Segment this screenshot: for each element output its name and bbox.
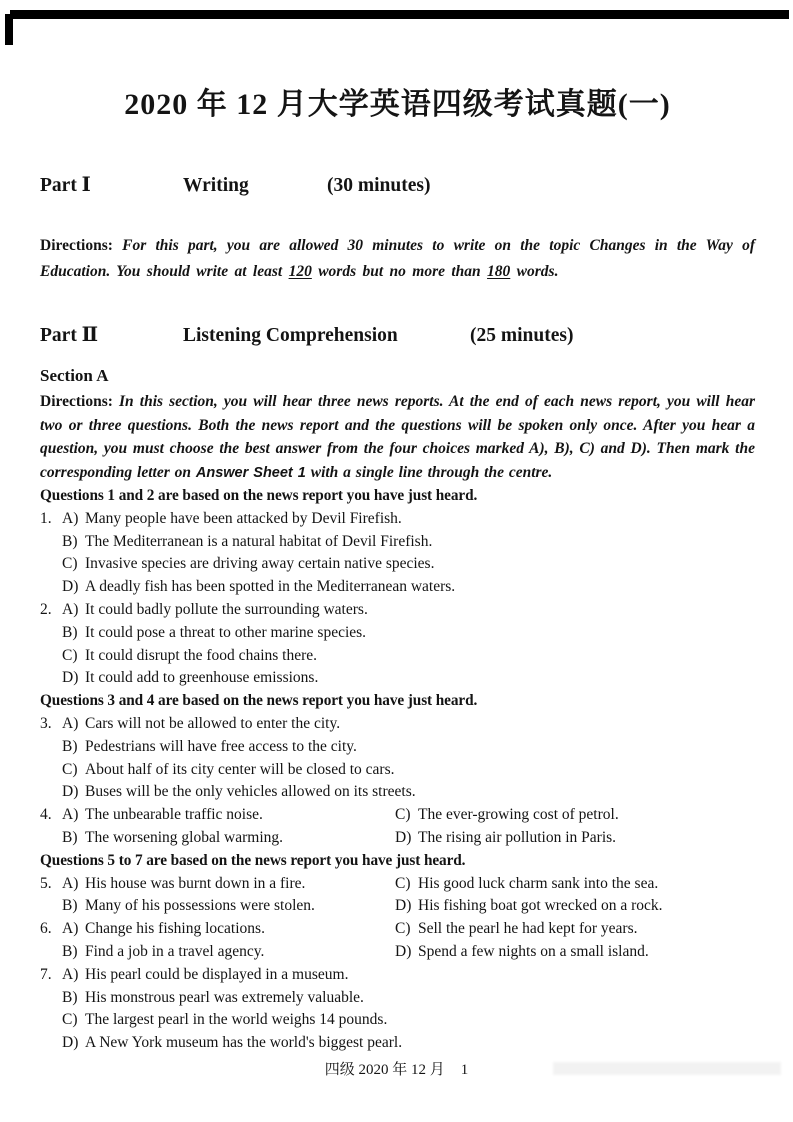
option-label: D): [62, 1034, 79, 1052]
option-label: B): [62, 737, 78, 755]
option-label: D): [395, 942, 412, 960]
directions-label: Directions:: [40, 237, 113, 254]
question-row: [40, 736, 755, 759]
option-label: B): [62, 897, 78, 915]
directions-text: words.: [510, 263, 559, 280]
option-label: C): [62, 760, 78, 778]
footer-text: 四级 2020 年 12 月: [324, 1062, 445, 1078]
question-row: [40, 599, 755, 622]
option-text: Spend a few nights on a small island.: [418, 942, 649, 960]
question-number: 5.: [40, 874, 52, 892]
option-text: A New York museum has the world's biggest pearl.: [85, 1034, 403, 1052]
option-label: B): [62, 623, 78, 641]
option-label: A): [62, 806, 79, 824]
option-text: Many of his possessions were stolen.: [85, 897, 315, 915]
question-row: [40, 531, 755, 554]
option-text: Change his fishing locations.: [85, 920, 265, 938]
option-label: D): [62, 783, 79, 801]
question-row: [40, 759, 755, 782]
option-text: It could add to greenhouse emissions.: [85, 669, 319, 687]
option-label: C): [395, 806, 411, 824]
question-group-heading: Questions 3 and 4 are based on the news report you have just heard.: [40, 692, 478, 710]
scan-artifact-left-bar: [5, 14, 13, 45]
option-text: His monstrous pearl was extremely valuable.: [85, 988, 364, 1006]
min-words: 120: [288, 263, 312, 280]
option-text: Invasive species are driving away certain native species.: [85, 555, 435, 573]
question-group-heading: Questions 5 to 7 are based on the news report you have just heard.: [40, 851, 466, 869]
scan-artifact-top-bar: [10, 10, 789, 19]
option-label: A): [62, 600, 79, 618]
directions-text: words but no more than: [311, 263, 488, 280]
question-row: [40, 622, 755, 645]
part1-directions: [40, 233, 755, 285]
option-text: The worsening global warming.: [85, 828, 284, 846]
question-row: [40, 1009, 755, 1032]
answer-sheet-ref: Answer Sheet 1: [195, 464, 306, 481]
option-text: Sell the pearl he had kept for years.: [418, 920, 638, 938]
question-row: [40, 873, 755, 896]
question-row: [40, 553, 755, 576]
question-number: 2.: [40, 600, 52, 618]
question-row: [40, 508, 755, 531]
question-row: [40, 987, 755, 1010]
option-label: B): [62, 942, 78, 960]
question-number: 3.: [40, 714, 52, 732]
question-list: [40, 485, 755, 1055]
option-text: His fishing boat got wrecked on a rock.: [418, 897, 663, 915]
option-label: A): [62, 874, 79, 892]
question-row: [40, 645, 755, 668]
option-label: D): [62, 578, 79, 596]
question-row: [40, 941, 755, 964]
option-text: Cars will not be allowed to enter the city.: [85, 714, 341, 732]
option-label: A): [62, 509, 79, 527]
option-text: It could pose a threat to other marine species.: [85, 623, 367, 641]
question-number: 7.: [40, 965, 52, 983]
section-a-directions: [40, 390, 755, 485]
part1-name: Writing: [183, 175, 249, 196]
option-label: B): [62, 532, 78, 550]
option-label: D): [395, 828, 412, 846]
directions-text: with a single line through the centre.: [305, 463, 553, 481]
option-label: B): [62, 988, 78, 1006]
essay-topic: Changes in the Way of Education: [40, 237, 755, 280]
option-label: A): [62, 920, 79, 938]
directions-text: . You should write at least: [106, 263, 289, 280]
option-text: His good luck charm sank into the sea.: [418, 874, 659, 892]
option-label: D): [62, 669, 79, 687]
question-group-heading: Questions 1 and 2 are based on the news report you have just heard.: [40, 487, 478, 504]
option-label: C): [395, 920, 411, 938]
part1-label: Part Ⅰ: [40, 175, 91, 196]
question-row: [40, 1032, 755, 1055]
option-label: C): [62, 555, 78, 573]
option-text: Pedestrians will have free access to the city.: [85, 737, 357, 755]
option-text: The largest pearl in the world weighs 14 pounds.: [85, 1011, 388, 1029]
max-words: 180: [487, 263, 511, 280]
question-row: [40, 576, 755, 599]
part1-duration: (30 minutes): [327, 175, 431, 196]
option-label: D): [395, 897, 412, 915]
option-text: Buses will be the only vehicles allowed on its streets.: [85, 783, 416, 801]
directions-text: For this part, you are allowed 30 minutes to write on the topic: [112, 237, 590, 254]
question-row: [40, 667, 755, 690]
question-row: [40, 827, 755, 850]
part2-label: Part Ⅱ: [40, 325, 99, 346]
part2-heading: [40, 323, 755, 349]
directions-text: In this section, you will hear three news reports. At the end of each news report, you will hear two or three questions. Both the news report and the questions will be spoken only once. After you hear a question, you must choose the best answer from the four choices marked A), B), C) and D). Then mark the corresponding letter on: [40, 393, 755, 481]
option-text: Find a job in a travel agency.: [85, 942, 265, 960]
option-text: His house was burnt down in a fire.: [85, 874, 306, 892]
option-text: The unbearable traffic noise.: [85, 806, 263, 824]
question-row: [40, 895, 755, 918]
question-row: [40, 964, 755, 987]
option-label: A): [62, 965, 79, 983]
option-text: The Mediterranean is a natural habitat of Devil Firefish.: [85, 532, 433, 550]
option-label: C): [62, 1011, 78, 1029]
question-number: 1.: [40, 509, 52, 527]
question-row: [40, 781, 755, 804]
option-text: The rising air pollution in Paris.: [418, 828, 617, 846]
option-label: C): [62, 646, 78, 664]
question-row: [40, 804, 755, 827]
question-row: [40, 713, 755, 736]
question-number: 6.: [40, 920, 52, 938]
option-text: Many people have been attacked by Devil Firefish.: [85, 509, 402, 527]
option-text: It could badly pollute the surrounding waters.: [85, 600, 368, 618]
page-title: 2020 年 12 月大学英语四级考试真题(一): [124, 88, 671, 121]
faint-watermark: [553, 1062, 781, 1075]
option-text: The ever-growing cost of petrol.: [418, 806, 619, 824]
part2-duration: (25 minutes): [470, 325, 574, 346]
question-number: 4.: [40, 806, 52, 824]
option-text: It could disrupt the food chains there.: [85, 646, 318, 664]
directions-label: Directions:: [40, 393, 113, 410]
question-row: [40, 918, 755, 941]
part2-name: Listening Comprehension: [183, 325, 398, 346]
option-text: His pearl could be displayed in a museum.: [85, 965, 349, 983]
option-label: A): [62, 714, 79, 732]
section-a-heading: Section A: [40, 366, 109, 385]
part1-heading: [40, 173, 755, 199]
option-text: About half of its city center will be closed to cars.: [85, 760, 395, 778]
option-label: B): [62, 828, 78, 846]
option-text: A deadly fish has been spotted in the Mediterranean waters.: [85, 578, 456, 596]
page-number: 1: [460, 1062, 469, 1078]
option-label: C): [395, 874, 411, 892]
